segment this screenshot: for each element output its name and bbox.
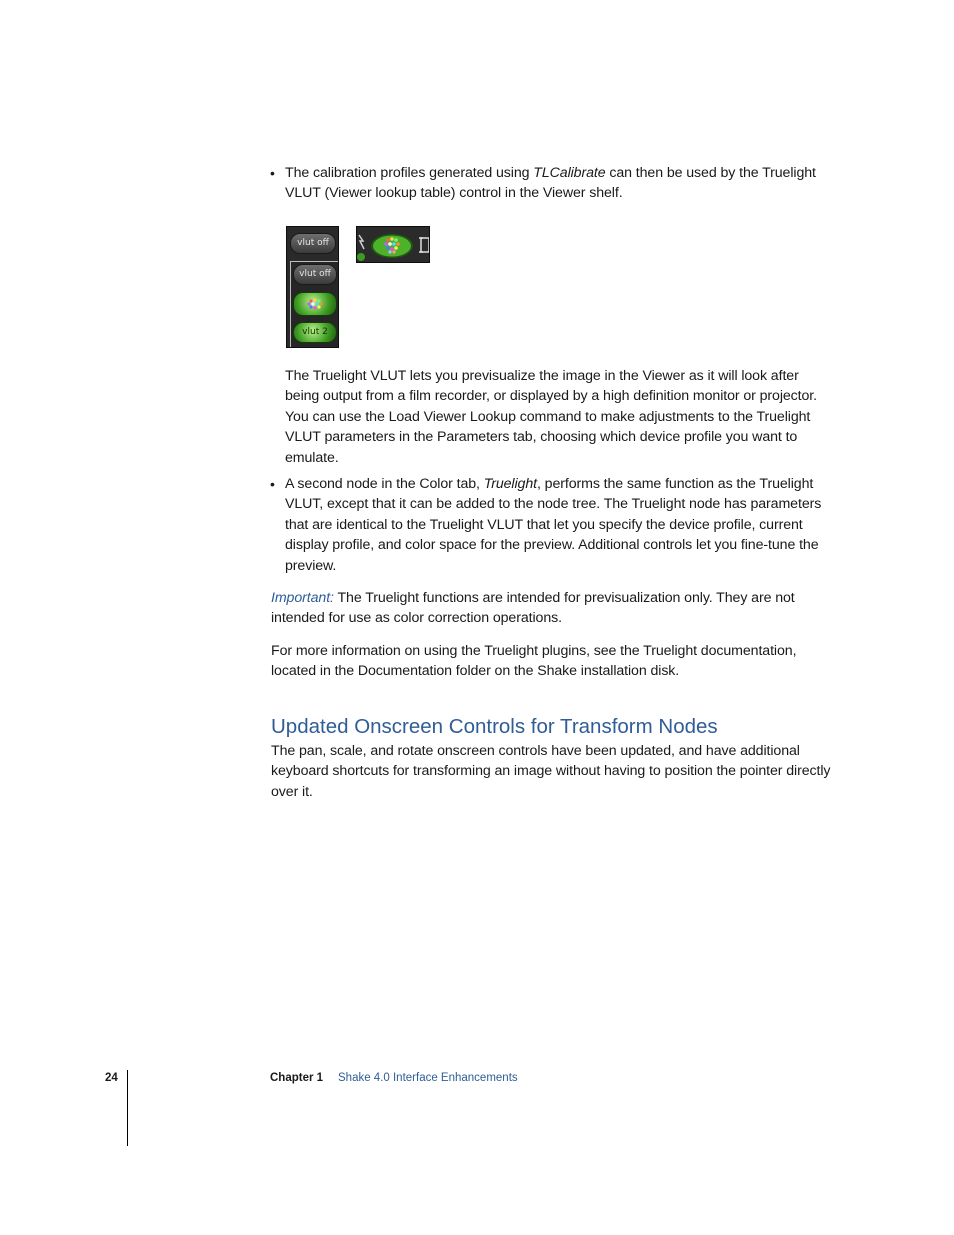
vlut-off-option: vlut off: [293, 264, 337, 285]
vlut-shelf-screenshot: [286, 226, 339, 348]
truelight-vlut-icon: [293, 292, 337, 316]
bullet-text: can then be used by the Truelight VLUT (Viewer lookup table) control in the Viewer shelf.: [285, 165, 816, 202]
footer-chapter-title: Shake 4.0 Interface Enhancements: [338, 1072, 518, 1084]
bullet-mark: •: [270, 165, 275, 181]
more-info-paragraph: For more information on using the Truelight plugins, see the Truelight documentation, located in the Documentation folder on the Shake installation disk.: [271, 643, 797, 680]
section-heading: Updated Onscreen Controls for Transform Nodes: [271, 715, 718, 738]
bullet-text: The calibration profiles generated using: [285, 165, 534, 181]
footer-divider: [127, 1070, 128, 1146]
viewer-shelf-icons: [357, 227, 430, 263]
viewer-shelf-screenshot: [356, 226, 430, 263]
bullet-item-tlcalibrate: [285, 163, 830, 204]
bullet-item-truelight-node: [285, 474, 830, 576]
truelight-sphere-icon: [294, 293, 336, 315]
vlut-description: The Truelight VLUT lets you previsualize the image in the Viewer as it will look after being output from a film recorder, or displayed by a high definition monitor or projector. You can use the Load Viewer Lookup command to make adjustments to the Truelight VLUT parameters in the Parameters tab, choosing which device profile you want to emulate.: [285, 368, 817, 466]
bullet-italic-term: TLCalibrate: [533, 165, 606, 181]
important-text: The Truelight functions are intended for previsualization only. They are not intended for use as color correction operations.: [271, 590, 795, 627]
bullet-text: A second node in the Color tab,: [285, 476, 484, 492]
vlut-popup-menu: [290, 261, 338, 347]
vlut-off-button: vlut off: [290, 233, 336, 254]
vlut-2-option: vlut 2: [293, 322, 337, 343]
important-note: [271, 588, 831, 629]
footer-chapter: Chapter 1: [270, 1072, 324, 1084]
bullet-italic-term: Truelight: [483, 476, 537, 492]
bullet-text: , performs the same function as the Truelight VLUT, except that it can be added to the node tree. The Truelight node has parameters that are identical to the Truelight VLUT that let you specify the device profile, current display profile, and color space for the preview. Additional controls let you fine-tune the preview.: [285, 476, 822, 574]
bullet-mark: •: [270, 476, 275, 492]
section-body: The pan, scale, and rotate onscreen controls have been updated, and have additional keyboard shortcuts for transforming an image without having to position the pointer directly over it.: [271, 743, 831, 800]
page-number: 24: [105, 1072, 118, 1084]
important-label: Important:: [271, 590, 334, 606]
